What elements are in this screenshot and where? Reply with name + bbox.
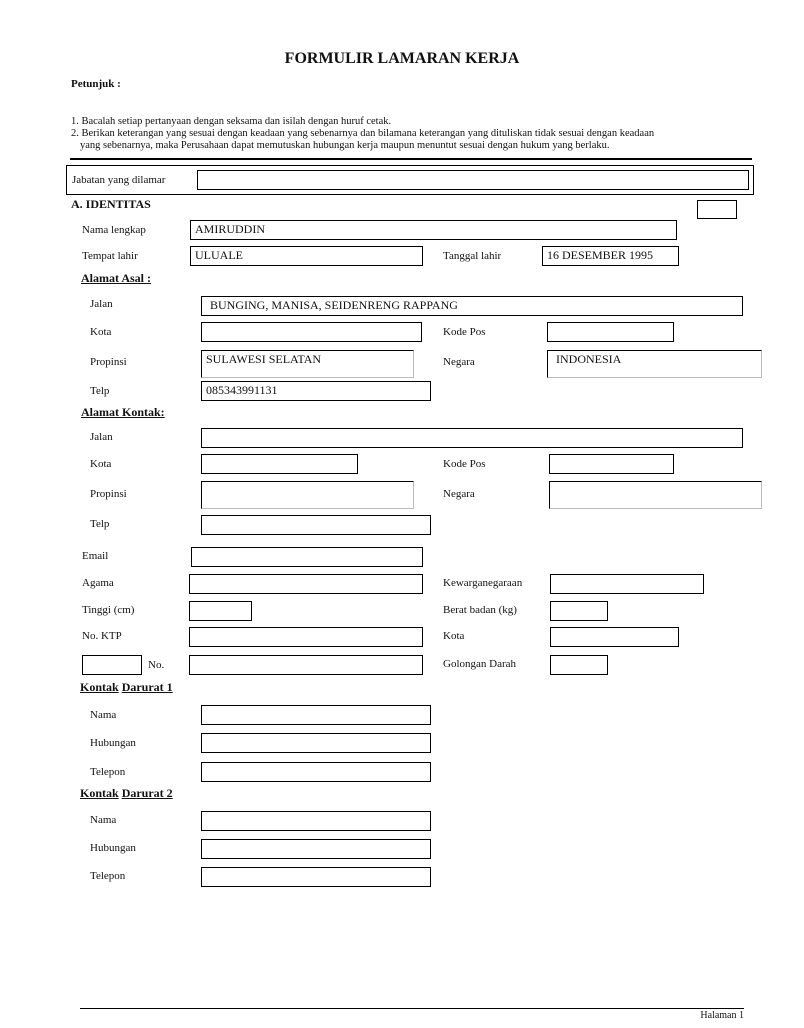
golongan-darah-field[interactable] bbox=[550, 655, 608, 675]
kontak-jalan-field[interactable] bbox=[201, 428, 743, 448]
asal-jalan-label: Jalan bbox=[90, 298, 113, 310]
berat-label: Berat badan (kg) bbox=[443, 604, 517, 616]
instructions-heading: Petunjuk : bbox=[71, 78, 121, 90]
footer-divider bbox=[80, 1008, 744, 1009]
kontak-kota-field[interactable] bbox=[201, 454, 358, 474]
darurat2-hubungan-label: Hubungan bbox=[90, 842, 136, 854]
darurat1-heading-b: Darurat 1 bbox=[121, 680, 173, 694]
kontak-kodepos-label: Kode Pos bbox=[443, 458, 486, 470]
photo-code-field[interactable] bbox=[697, 200, 737, 219]
golongan-darah-label: Golongan Darah bbox=[443, 658, 517, 670]
darurat2-heading-a: Kontak bbox=[80, 786, 119, 800]
tanggal-lahir-field[interactable]: 16 DESEMBER 1995 bbox=[542, 246, 679, 266]
tanggal-lahir-label: Tanggal lahir bbox=[443, 250, 502, 262]
ktp-field[interactable] bbox=[189, 627, 423, 647]
agama-field[interactable] bbox=[189, 574, 423, 594]
darurat1-nama-field[interactable] bbox=[201, 705, 431, 725]
asal-propinsi-label: Propinsi bbox=[90, 356, 127, 368]
darurat2-heading bbox=[80, 786, 173, 801]
kontak-propinsi-field[interactable] bbox=[201, 481, 414, 509]
kontak-kodepos-field[interactable] bbox=[549, 454, 674, 474]
ktp-kota-label: Kota bbox=[443, 630, 465, 642]
tempat-lahir-field[interactable]: ULUALE bbox=[190, 246, 423, 266]
darurat1-nama-label: Nama bbox=[90, 709, 117, 721]
no-label: No. bbox=[148, 659, 165, 671]
instruction-line-2: 2. Berikan keterangan yang sesuai dengan keadaan yang sebenarnya dan bilamana keterangan yang dituliskan tidak sesuai dengan keadaan bbox=[71, 128, 655, 139]
jabatan-label: Jabatan yang dilamar bbox=[72, 174, 166, 186]
asal-propinsi-field[interactable]: SULAWESI SELATAN bbox=[201, 350, 414, 378]
darurat2-hubungan-field[interactable] bbox=[201, 839, 431, 859]
asal-jalan-field[interactable]: BUNGING, MANISA, SEIDENRENG RAPPANG bbox=[201, 296, 743, 316]
kontak-propinsi-label: Propinsi bbox=[90, 488, 127, 500]
darurat1-heading-a: Kontak bbox=[80, 680, 119, 694]
asal-kota-field[interactable] bbox=[201, 322, 422, 342]
id-type-field[interactable] bbox=[82, 655, 142, 675]
email-field[interactable] bbox=[191, 547, 423, 567]
alamat-asal-heading: Alamat Asal : bbox=[81, 271, 151, 285]
nama-lengkap-field[interactable]: AMIRUDDIN bbox=[190, 220, 677, 240]
ktp-kota-field[interactable] bbox=[550, 627, 679, 647]
berat-field[interactable] bbox=[550, 601, 608, 621]
kontak-negara-label: Negara bbox=[443, 488, 475, 500]
asal-kota-label: Kota bbox=[90, 326, 112, 338]
darurat1-hubungan-field[interactable] bbox=[201, 733, 431, 753]
darurat1-telepon-label: Telepon bbox=[90, 766, 126, 778]
identitas-heading: A. IDENTITAS bbox=[71, 197, 151, 211]
form-title: FORMULIR LAMARAN KERJA bbox=[284, 50, 520, 67]
kewarganegaraan-label: Kewarganegaraan bbox=[443, 577, 523, 589]
agama-label: Agama bbox=[82, 577, 114, 589]
page-number: Halaman 1 bbox=[700, 1010, 744, 1021]
asal-negara-field[interactable]: INDONESIA bbox=[547, 350, 762, 378]
darurat1-heading bbox=[80, 680, 173, 695]
darurat1-hubungan-label: Hubungan bbox=[90, 737, 136, 749]
id-number-field[interactable] bbox=[189, 655, 423, 675]
darurat2-nama-label: Nama bbox=[90, 814, 117, 826]
nama-lengkap-label: Nama lengkap bbox=[82, 224, 146, 236]
kontak-negara-field[interactable] bbox=[549, 481, 762, 509]
tinggi-label: Tinggi (cm) bbox=[82, 604, 135, 616]
ktp-label: No. KTP bbox=[82, 630, 122, 642]
asal-negara-label: Negara bbox=[443, 356, 475, 368]
instruction-line-3: yang sebenarnya, maka Perusahaan dapat memutuskan hubungan kerja maupun menuntut sesuai dengan hukum yang berlaku. bbox=[80, 140, 610, 151]
darurat2-heading-b: Darurat 2 bbox=[121, 786, 173, 800]
kontak-telp-label: Telp bbox=[90, 518, 110, 530]
tinggi-field[interactable] bbox=[189, 601, 252, 621]
jabatan-field[interactable] bbox=[197, 170, 749, 190]
asal-kodepos-label: Kode Pos bbox=[443, 326, 486, 338]
darurat2-telepon-field[interactable] bbox=[201, 867, 431, 887]
kontak-jalan-label: Jalan bbox=[90, 431, 113, 443]
kewarganegaraan-field[interactable] bbox=[550, 574, 704, 594]
email-label: Email bbox=[82, 550, 109, 562]
kontak-kota-label: Kota bbox=[90, 458, 112, 470]
darurat2-nama-field[interactable] bbox=[201, 811, 431, 831]
tempat-lahir-label: Tempat lahir bbox=[82, 250, 138, 262]
asal-kodepos-field[interactable] bbox=[547, 322, 674, 342]
instruction-line-1: 1. Bacalah setiap pertanyaan dengan seksama dan isilah dengan huruf cetak. bbox=[71, 116, 392, 127]
alamat-kontak-heading: Alamat Kontak: bbox=[81, 405, 165, 419]
asal-telp-field[interactable]: 085343991131 bbox=[201, 381, 431, 401]
darurat2-telepon-label: Telepon bbox=[90, 870, 126, 882]
darurat1-telepon-field[interactable] bbox=[201, 762, 431, 782]
header-divider bbox=[70, 158, 752, 160]
kontak-telp-field[interactable] bbox=[201, 515, 431, 535]
asal-telp-label: Telp bbox=[90, 385, 110, 397]
